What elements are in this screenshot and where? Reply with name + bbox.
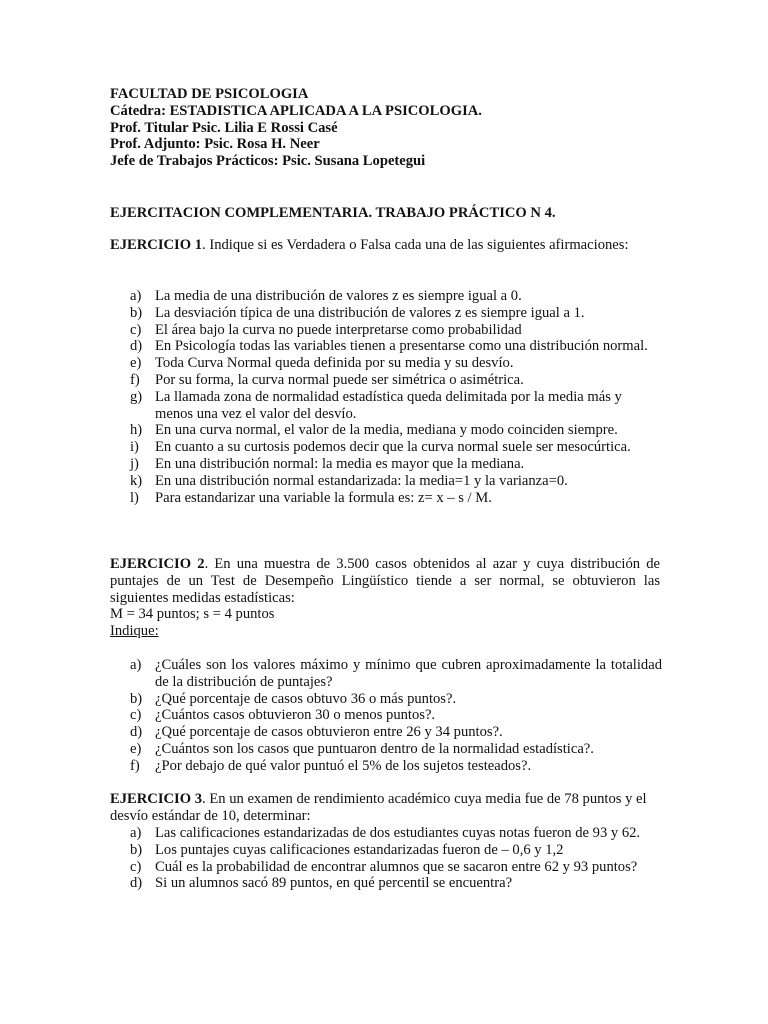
item-text: En una curva normal, el valor de la media, mediana y modo coinciden siempre. (155, 422, 618, 439)
list-item (110, 473, 662, 490)
item-marker: l) (130, 489, 139, 506)
list-item (110, 859, 662, 876)
list-item (110, 657, 662, 691)
item-text: Por su forma, la curva normal puede ser simétrica o asimétrica. (155, 371, 524, 388)
list-item (110, 825, 662, 842)
item-marker: f) (130, 371, 140, 388)
document-header (110, 86, 670, 170)
list-item (110, 288, 662, 305)
item-text: ¿Cuáles son los valores máximo y mínimo que cubren aproximadamente la totalidad de la distribución de puntajes? (155, 657, 662, 690)
item-marker: i) (130, 439, 139, 456)
item-marker: d) (130, 724, 143, 741)
exercise-2-text: . En una muestra de 3.500 casos obtenidos al azar y cuya distribución de puntajes de un Test de Desempeño Lingüístico tiende a ser normal, se obtuvieron las siguientes medidas estadísticas: (110, 556, 660, 606)
exercise-3-intro (110, 791, 660, 825)
exercise-3-list (110, 825, 662, 892)
item-marker: e) (130, 740, 142, 757)
list-item (110, 758, 662, 775)
exercise-2-list (110, 657, 662, 775)
item-marker: b) (130, 690, 143, 707)
item-text: ¿Cuántos son los casos que puntuaron dentro de la normalidad estadística?. (155, 740, 594, 757)
item-text: En cuanto a su curtosis podemos decir que la curva normal suele ser mesocúrtica. (155, 439, 631, 456)
list-item (110, 372, 662, 389)
exercise-2-indique: Indique: (110, 623, 159, 639)
exercise-3-text: . En un examen de rendimiento académico cuya media fue de 78 puntos y el desvío estándar de 10, determinar: (110, 791, 647, 824)
item-marker: k) (130, 472, 143, 489)
item-marker: e) (130, 355, 142, 372)
item-marker: c) (130, 858, 142, 875)
item-text: La media de una distribución de valores z es siempre igual a 0. (155, 288, 522, 304)
item-text: ¿Por debajo de qué valor puntuó el 5% de los sujetos testeados?. (155, 757, 532, 774)
item-text: Las calificaciones estandarizadas de dos estudiantes cuyas notas fueron de 93 y 62. (155, 825, 641, 841)
list-item (110, 338, 662, 355)
list-item (110, 322, 662, 339)
item-text: En una distribución normal: la media es mayor que la mediana. (155, 455, 525, 472)
item-text: ¿Qué porcentaje de casos obtuvo 36 o más puntos?. (155, 690, 457, 707)
list-item (110, 456, 662, 473)
item-text: En una distribución normal estandarizada: la media=1 y la varianza=0. (155, 472, 568, 489)
item-text: El área bajo la curva no puede interpretarse como probabilidad (155, 321, 522, 338)
exercise-1-label: EJERCICIO 1 (110, 237, 203, 253)
item-marker: a) (130, 657, 142, 673)
exercise-2-label: EJERCICIO 2 (110, 556, 205, 572)
faculty-line: FACULTAD DE PSICOLOGIA (110, 86, 309, 102)
item-text: En Psicología todas las variables tienen a presentarse como una distribución normal. (155, 338, 648, 355)
list-item (110, 741, 662, 758)
exercise-3-label: EJERCICIO 3 (110, 791, 203, 807)
item-text: Los puntajes cuyas calificaciones estandarizadas fueron de – 0,6 y 1,2 (155, 841, 564, 858)
document-title: EJERCITACION COMPLEMENTARIA. TRABAJO PRÁCTICO N 4. (110, 205, 556, 221)
item-text: Cuál es la probabilidad de encontrar alumnos que se sacaron entre 62 y 93 puntos? (155, 858, 638, 875)
item-marker: d) (130, 338, 143, 355)
item-marker: c) (130, 321, 142, 338)
list-item (110, 875, 662, 892)
item-marker: j) (130, 455, 139, 472)
item-marker: b) (130, 304, 143, 321)
item-marker: b) (130, 841, 143, 858)
item-marker: a) (130, 825, 142, 841)
item-text: La desviación típica de una distribución de valores z es siempre igual a 1. (155, 304, 585, 321)
item-text: ¿Cuántos casos obtuvieron 30 o menos puntos?. (155, 707, 436, 724)
item-marker: g) (130, 388, 143, 405)
item-marker: d) (130, 875, 143, 892)
exercise-1-intro (110, 237, 660, 254)
list-item (110, 691, 662, 708)
list-item (110, 490, 662, 507)
practical-head-line: Jefe de Trabajos Prácticos: Psic. Susana Lopetegui (110, 153, 426, 170)
item-text: ¿Qué porcentaje de casos obtuvieron entre 26 y 34 puntos?. (155, 724, 503, 741)
list-item (110, 355, 662, 372)
item-marker: c) (130, 707, 142, 724)
exercise-2-stats: M = 34 puntos; s = 4 puntos (110, 606, 275, 622)
item-text: Si un alumnos sacó 89 puntos, en qué percentil se encuentra? (155, 875, 513, 892)
item-text: La llamada zona de normalidad estadística queda delimitada por la media más y menos una vez el valor del desvío. (155, 388, 622, 422)
list-item (110, 305, 662, 322)
exercise-1-list (110, 288, 662, 506)
adjunct-line: Prof. Adjunto: Psic. Rosa H. Neer (110, 136, 320, 153)
exercise-2-intro (110, 556, 660, 606)
item-text: Toda Curva Normal queda definida por su media y su desvío. (155, 355, 514, 372)
list-item (110, 842, 662, 859)
item-marker: a) (130, 288, 142, 304)
list-item (110, 439, 662, 456)
exercise-1-text: . Indique si es Verdadera o Falsa cada una de las siguientes afirmaciones: (202, 237, 629, 253)
list-item (110, 724, 662, 741)
item-marker: f) (130, 757, 140, 774)
list-item (110, 707, 662, 724)
item-text: Para estandarizar una variable la formula es: z= x – s / M. (155, 489, 492, 506)
list-item (110, 422, 662, 439)
professor-line: Prof. Titular Psic. Lilia E Rossi Casé (110, 119, 338, 136)
list-item (110, 389, 662, 423)
chair-line: Cátedra: ESTADISTICA APLICADA A LA PSICOLOGIA. (110, 102, 482, 119)
item-marker: h) (130, 422, 143, 439)
